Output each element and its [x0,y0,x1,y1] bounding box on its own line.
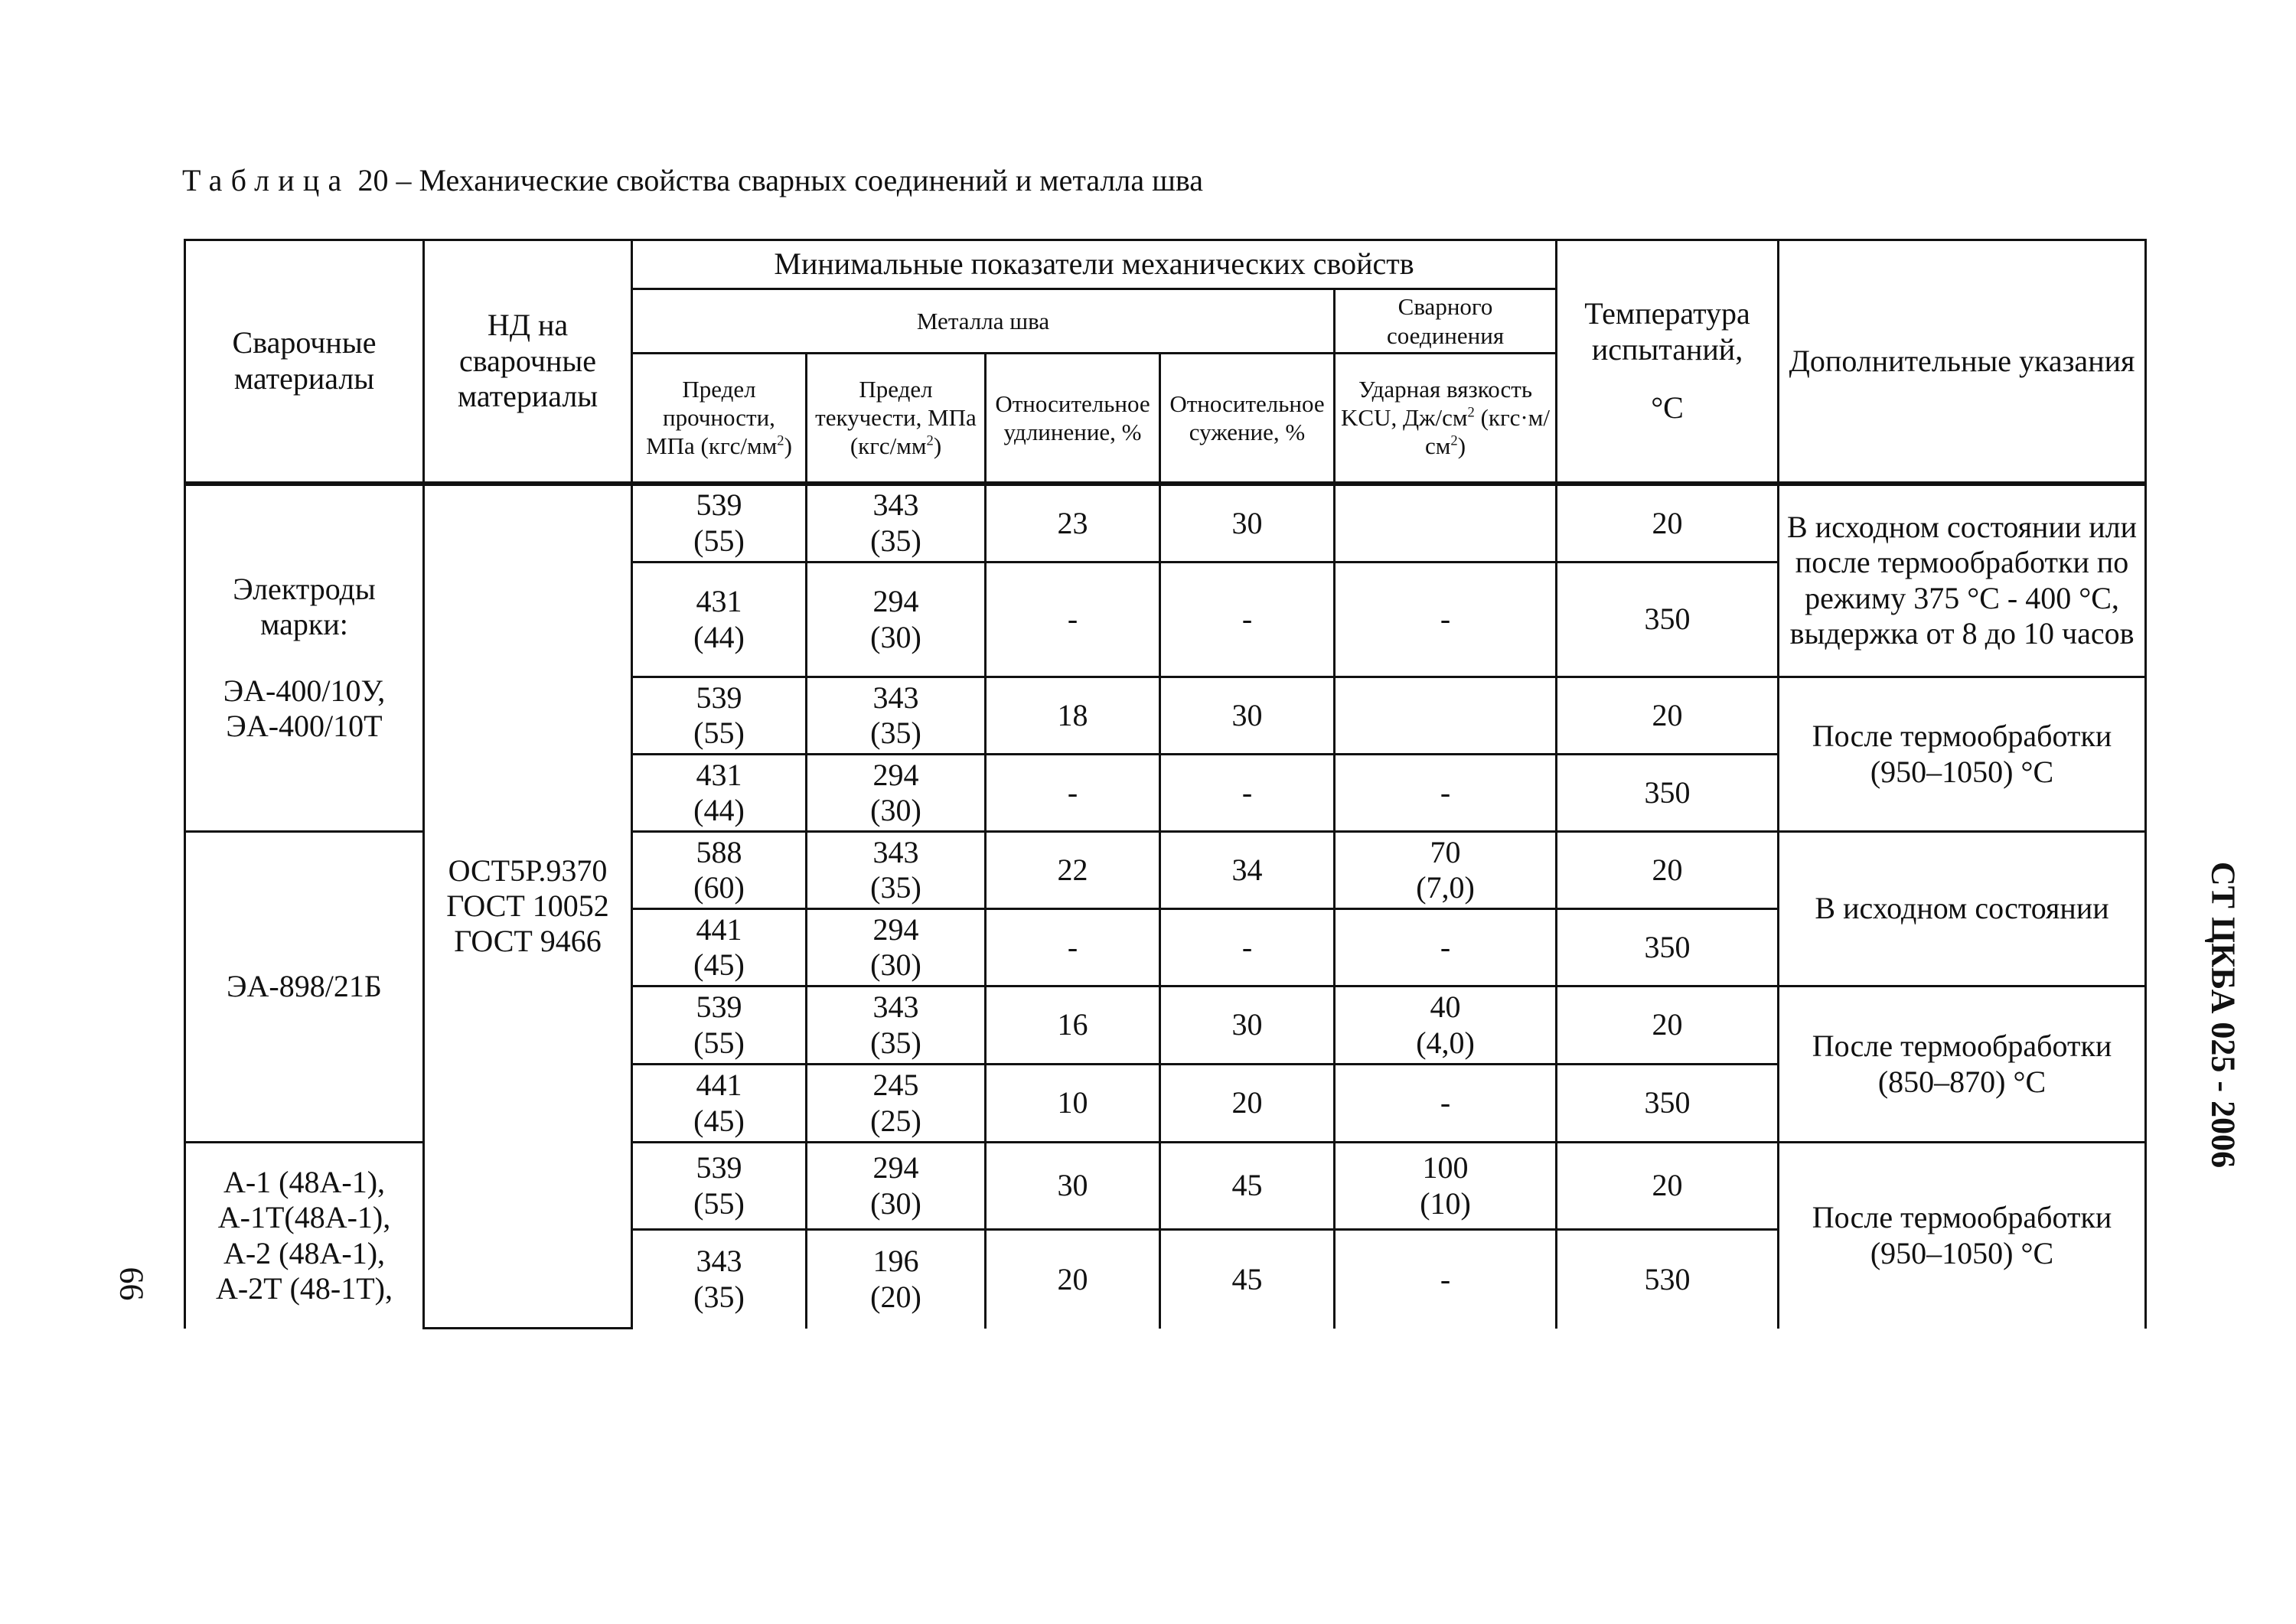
strength-kgf: (35) [693,1279,745,1314]
yield-value: 294 [872,1150,919,1185]
notes-cell-3: В исходном состоянии [1779,832,2146,986]
materials-g3-line4: А-2Т (48-1Т), [215,1271,393,1306]
strength-cell [632,832,807,909]
caption-text: 20 – Механические свойства сварных соединений и металла шва [357,163,1204,197]
yield-cell [807,484,986,563]
yield-value: 196 [872,1244,919,1279]
yield-value: 294 [872,911,919,947]
document-code: СТ ЦКБА 025 - 2006 [2204,861,2242,1169]
yield-kgf: (30) [870,1185,921,1221]
impact-value: 100 [1422,1150,1469,1185]
yield-cell [807,909,986,986]
nd-line3: ГОСТ 9466 [454,924,602,959]
reduction-cell: - [1160,755,1335,832]
strength-kgf: (55) [693,1185,745,1221]
strength-value: 441 [696,1068,742,1103]
sup-2: 2 [926,433,934,450]
header-weld-metal: Металла шва [632,289,1335,354]
header-nd: НД на сварочные материалы [424,240,632,484]
strength-cell [632,484,807,563]
materials-g3-line2: А-1Т(48А-1), [217,1200,391,1235]
yield-kgf: (30) [870,619,921,654]
header-temperature-label: Температура испытаний, [1584,296,1750,367]
strength-kgf: (55) [693,716,745,750]
impact-cell [1335,832,1557,909]
close-paren: ) [784,432,792,460]
materials-g3-line1: А-1 (48А-1), [223,1164,386,1199]
elongation-cell: 20 [986,1230,1160,1329]
strength-cell [632,909,807,986]
yield-kgf: (35) [870,523,921,558]
close-paren: ) [1457,432,1466,460]
elongation-cell: 22 [986,832,1160,909]
strength-value: 539 [696,1150,742,1185]
reduction-cell: 30 [1160,484,1335,563]
strength-kgf: (44) [693,619,745,654]
reduction-cell: 30 [1160,986,1335,1065]
header-tensile-strength [632,354,807,484]
header-reduction: Относительное сужение, % [1160,354,1335,484]
materials-group-1 [185,484,424,832]
page-number: 66 [113,1267,151,1301]
elongation-cell: 18 [986,677,1160,755]
temperature-cell: 20 [1557,1143,1779,1230]
impact-kgf: (10) [1420,1185,1471,1221]
impact-cell [1335,484,1557,563]
strength-kgf: (44) [693,793,745,827]
temperature-cell: 350 [1557,563,1779,677]
yield-cell [807,832,986,909]
strength-value: 539 [696,488,742,523]
notes-cell-4: После термообработки (850–870) °С [1779,986,2146,1143]
impact-value: - [1440,774,1451,810]
temperature-cell: 20 [1557,986,1779,1065]
impact-cell [1335,677,1557,755]
strength-cell [632,563,807,677]
impact-cell [1335,563,1557,677]
yield-cell [807,1143,986,1230]
yield-kgf: (35) [870,1025,921,1060]
yield-kgf: (25) [870,1103,921,1138]
header-elongation: Относительное удлинение, % [986,354,1160,484]
strength-value: 539 [696,680,742,715]
impact-cell [1335,909,1557,986]
yield-cell [807,563,986,677]
elongation-cell: - [986,909,1160,986]
strength-kgf: (55) [693,1025,745,1060]
impact-value: - [1440,1261,1451,1296]
elongation-cell: - [986,755,1160,832]
impact-cell [1335,755,1557,832]
header-materials: Сварочные материалы [185,240,424,484]
header-notes: Дополнительные указания [1779,240,2146,484]
header-tensile-strength-text: Предел прочности, МПа (кгс/мм [646,375,778,460]
header-impact [1335,354,1557,484]
strength-cell [632,1143,807,1230]
header-temperature-unit: °С [1651,390,1684,425]
elongation-cell: 16 [986,986,1160,1065]
yield-cell [807,755,986,832]
strength-kgf: (45) [693,947,745,982]
notes-cell-5: После термообработки (950–1050) °С [1779,1143,2146,1329]
reduction-cell: 45 [1160,1143,1335,1230]
close-paren: ) [933,432,942,460]
strength-kgf: (55) [693,523,745,558]
sup-2: 2 [1467,404,1475,421]
header-min-properties: Минимальные показатели механических свойств [632,240,1557,289]
header-welded-joint: Сварного соединения [1335,289,1557,354]
yield-value: 294 [872,757,919,792]
impact-value: - [1440,1085,1451,1120]
strength-value: 343 [696,1244,742,1279]
nd-cell [424,484,632,1329]
impact-value: 40 [1430,990,1461,1025]
yield-value: 343 [872,680,919,715]
temperature-cell: 20 [1557,677,1779,755]
mechanical-properties-table [184,239,2147,1329]
table-row [185,484,2146,563]
strength-cell [632,755,807,832]
strength-cell [632,986,807,1065]
strength-cell [632,677,807,755]
strength-cell [632,1230,807,1329]
materials-g1-line2: марки: [260,607,348,642]
header-temperature [1557,240,1779,484]
yield-kgf: (30) [870,793,921,827]
strength-kgf: (60) [693,870,745,905]
reduction-cell: 34 [1160,832,1335,909]
yield-kgf: (35) [870,716,921,750]
yield-kgf: (35) [870,870,921,905]
yield-cell [807,986,986,1065]
materials-g1-line1: Электроды [233,571,376,606]
header-impact-kgf: (кгс·м/см [1425,404,1550,460]
reduction-cell: 20 [1160,1065,1335,1143]
table-caption [182,162,1203,198]
yield-value: 294 [872,584,919,619]
notes-cell-2: После термообработки (950–1050) °С [1779,677,2146,832]
temperature-cell: 350 [1557,755,1779,832]
impact-value: - [1440,602,1451,637]
nd-line1: ОСТ5Р.9370 [448,853,608,888]
elongation-cell: 23 [986,484,1160,563]
elongation-cell: 30 [986,1143,1160,1230]
impact-value: - [1440,929,1451,964]
reduction-cell: - [1160,909,1335,986]
impact-kgf: (4,0) [1416,1025,1475,1060]
yield-value: 245 [872,1068,919,1103]
strength-value: 588 [696,834,742,869]
yield-cell [807,677,986,755]
yield-cell [807,1065,986,1143]
impact-cell [1335,1143,1557,1230]
materials-g3-line3: А-2 (48А-1), [223,1235,386,1270]
temperature-cell: 530 [1557,1230,1779,1329]
nd-line2: ГОСТ 10052 [446,889,609,924]
strength-value: 441 [696,911,742,947]
impact-cell [1335,1230,1557,1329]
strength-value: 539 [696,990,742,1025]
yield-kgf: (30) [870,947,921,982]
reduction-cell: - [1160,563,1335,677]
reduction-cell: 30 [1160,677,1335,755]
reduction-cell: 45 [1160,1230,1335,1329]
yield-value: 343 [872,834,919,869]
elongation-cell: - [986,563,1160,677]
header-impact-text: Ударная вязкость KCU, Дж/см [1341,375,1532,432]
temperature-cell: 20 [1557,832,1779,909]
impact-cell [1335,1065,1557,1143]
temperature-cell: 20 [1557,484,1779,563]
materials-g1-line4: ЭА-400/10Т [226,709,383,744]
temperature-cell: 350 [1557,909,1779,986]
temperature-cell: 350 [1557,1065,1779,1143]
yield-value: 343 [872,488,919,523]
yield-cell [807,1230,986,1329]
yield-kgf: (20) [870,1279,921,1314]
sup-2: 2 [777,433,784,450]
strength-cell [632,1065,807,1143]
elongation-cell: 10 [986,1065,1160,1143]
impact-cell [1335,986,1557,1065]
yield-value: 343 [872,990,919,1025]
header-yield-strength-text: Предел текучести, МПа (кгс/мм [815,375,977,460]
header-yield-strength [807,354,986,484]
materials-group-2: ЭА-898/21Б [185,832,424,1143]
strength-value: 431 [696,757,742,792]
strength-value: 431 [696,584,742,619]
materials-group-3 [185,1143,424,1329]
impact-value: 70 [1430,834,1461,869]
sup-2: 2 [1450,433,1458,450]
notes-cell-1: В исходном состоянии или после термообработки по режиму 375 °С - 400 °С, выдержка от 8 до 10 часов [1779,484,2146,677]
strength-kgf: (45) [693,1103,745,1138]
impact-kgf: (7,0) [1416,870,1475,905]
caption-label: Таблица [182,163,351,197]
materials-g1-line3: ЭА-400/10У, [223,673,386,708]
